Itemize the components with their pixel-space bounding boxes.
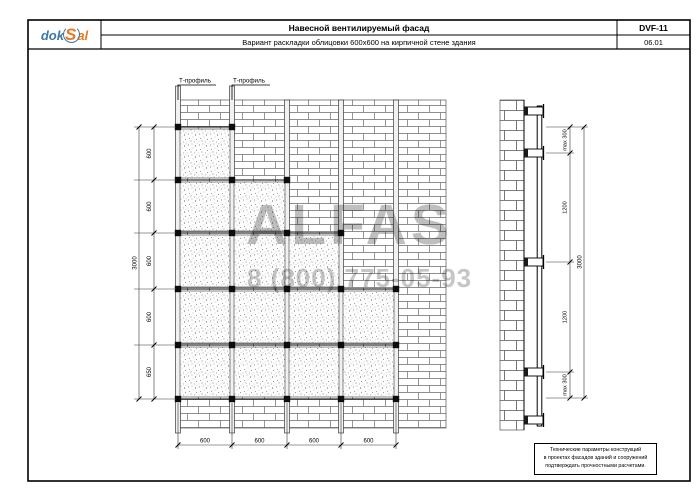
note-line-3: подтверждать прочностными расчетами. <box>545 462 646 469</box>
watermark-phone: 8 (800) 775-05-93 <box>247 263 473 293</box>
document-code: DVF-11 <box>639 22 668 33</box>
company-logo <box>28 20 101 49</box>
drawing-title: Навесной вентилируемый фасад <box>288 22 430 33</box>
left-dimension-labels <box>133 148 154 377</box>
dim-600-row1: 600 <box>147 148 153 159</box>
dim-600-col2: 600 <box>254 438 265 445</box>
dim-600-row4: 600 <box>147 311 153 323</box>
dim-1200-upper: 1200 <box>562 201 569 214</box>
dim-600-col4: 600 <box>363 438 374 445</box>
logo-part-al: al <box>77 27 89 43</box>
dim-650-row5: 650 <box>147 366 153 378</box>
note-line-1: Технические параметры конструкций <box>549 447 642 454</box>
note-line-2: в проектах фасадов зданий и сооружений <box>543 455 648 462</box>
dim-1200-lower: 1200 <box>562 310 569 324</box>
sheet-number: 06.01 <box>644 37 663 47</box>
left-dimensions <box>134 125 176 402</box>
dim-600-row2: 600 <box>147 201 153 212</box>
logo-part-dok: dok <box>40 27 64 43</box>
brick-wall-section <box>500 100 524 430</box>
technical-note-box <box>534 443 657 475</box>
section-dimension-labels <box>563 129 584 395</box>
section-view <box>500 100 588 430</box>
dim-section-total-3000: 3000 <box>577 255 584 269</box>
t-profile-label-2: Т-профиль <box>233 77 266 85</box>
watermark-brand: ALFAS <box>246 193 453 257</box>
t-profile-callouts <box>178 78 270 101</box>
dim-max300-bottom: max 300 <box>562 374 569 396</box>
dim-600-col1: 600 <box>199 438 211 445</box>
drawing-subtitle: Вариант раскладки облицовки 600х600 на кирпичной стене здания <box>242 37 476 47</box>
dim-total-3000: 3000 <box>132 256 139 270</box>
dim-max300-top: max 300 <box>562 129 569 151</box>
dim-600-row3: 600 <box>147 255 153 267</box>
t-profile-label-1: Т-профиль <box>179 77 212 85</box>
dim-600-col3: 600 <box>308 438 320 445</box>
logo-part-s: S <box>64 24 77 44</box>
